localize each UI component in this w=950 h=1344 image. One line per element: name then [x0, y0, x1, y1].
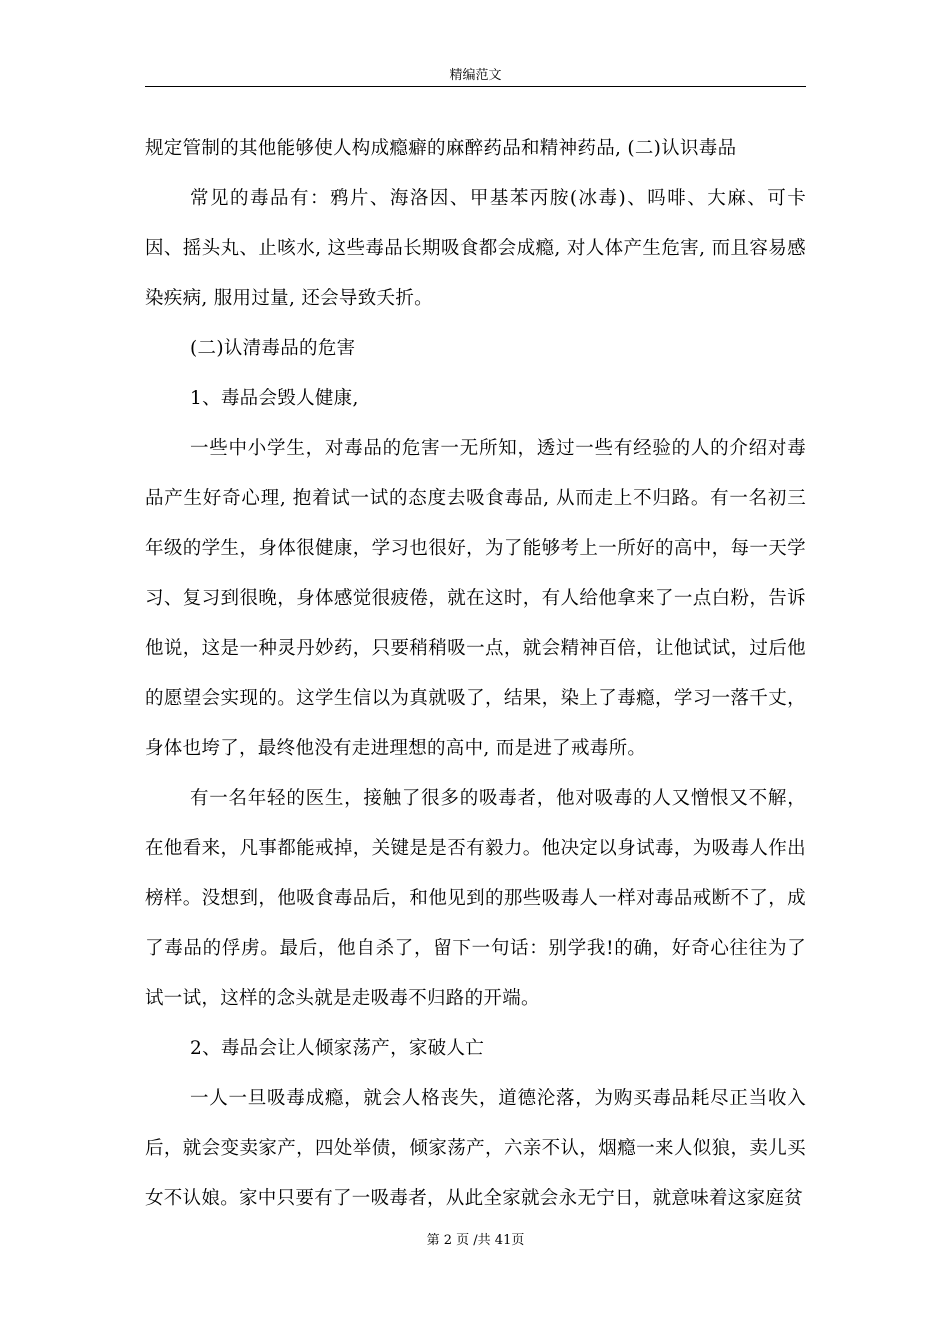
- paragraph-family-ruin: 一人一旦吸毒成瘾，就会人格丧失，道德沦落，为购买毒品耗尽正当收入后，就会变卖家产，四处举债，倾家荡产，六亲不认，烟瘾一来人似狼，卖儿买女不认娘。家中只要有了一吸毒者，从此全家就会永无宁日，就意味着这家庭贫: [145, 1088, 806, 1209]
- document-body: [145, 124, 806, 1224]
- page-header-title: 精编范文: [449, 68, 502, 83]
- page-footer-number: 第 2 页 /共 41页: [426, 1233, 525, 1248]
- subheading-family-ruin: 2、毒品会让人倾家荡产，家破人亡: [190, 1038, 485, 1059]
- header-divider: [145, 86, 806, 87]
- paragraph-drug-definition: 规定管制的其他能够使人构成瘾癖的麻醉药品和精神药品, (二)认识毒品: [145, 138, 737, 159]
- subheading-health: 1、毒品会毁人健康,: [190, 388, 359, 409]
- section-heading-drug-harm: (二)认清毒品的危害: [190, 338, 356, 359]
- paragraph-common-drugs: 常见的毒品有：鸦片、海洛因、甲基苯丙胺(冰毒)、吗啡、大麻、可卡因、摇头丸、止咳水, 这些毒品长期吸食都会成瘾, 对人体产生危害, 而且容易感染疾病, 服用过量, 还会导致夭折。: [145, 188, 806, 309]
- paragraph-doctor-story: 有一名年轻的医生，接触了很多的吸毒者，他对吸毒的人又憎恨又不解，在他看来，凡事都能戒掉，关键是是否有毅力。他决定以身试毒，为吸毒人作出榜样。没想到，他吸食毒品后，和他见到的那些吸毒人一样对毒品戒断不了，成了毒品的俘虏。最后，他自杀了，留下一句话：别学我!的确，好奇心往往为了试一试，这样的念头就是走吸毒不归路的开端。: [145, 788, 806, 1009]
- paragraph-student-story: 一些中小学生，对毒品的危害一无所知，透过一些有经验的人的介绍对毒品产生好奇心理, 抱着试一试的态度去吸食毒品, 从而走上不归路。有一名初三年级的学生，身体很健康，学习也很好，为了能够考上一所好的高中，每一天学习、复习到很晚，身体感觉很疲倦，就在这时，有人给他拿来了一点白粉，告诉他说，这是一种灵丹妙药，只要稍稍吸一点，就会精神百倍，让他试试，过后他的愿望会实现的。这学生信以为真就吸了，结果，染上了毒瘾，学习一落千丈，身体也垮了，最终他没有走进理想的高中, 而是进了戒毒所。: [145, 438, 807, 759]
